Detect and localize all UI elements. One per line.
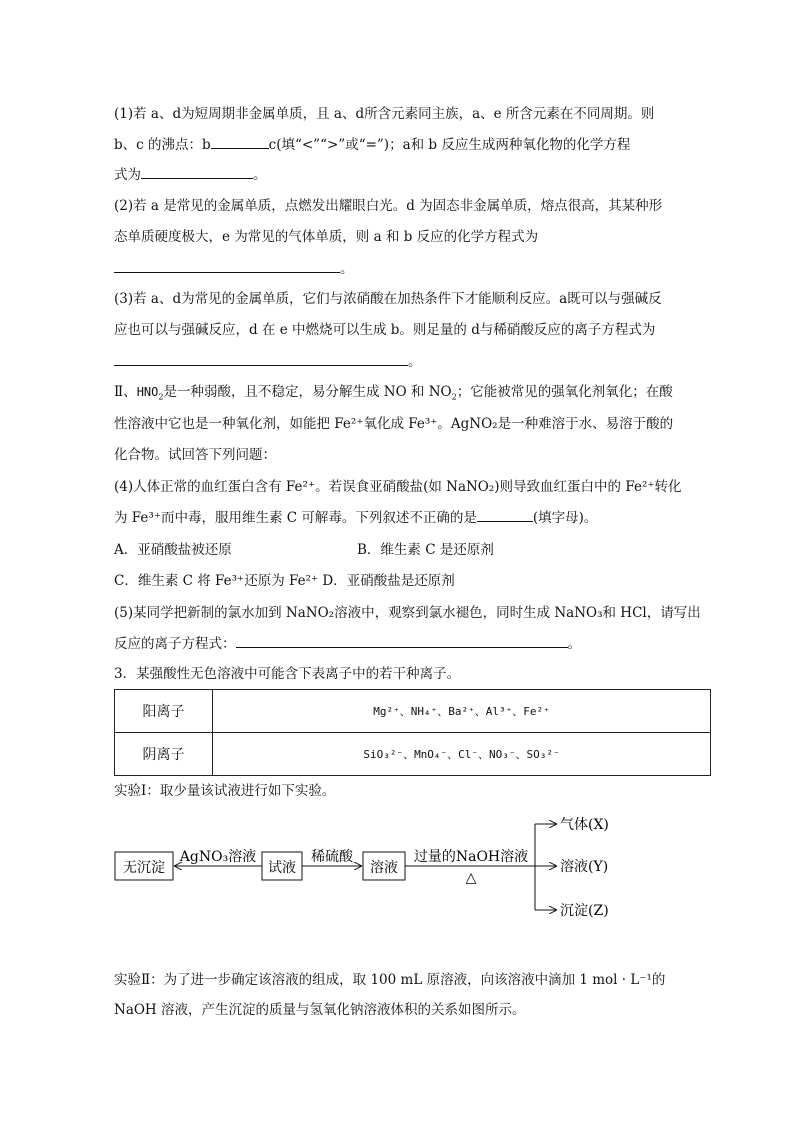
s2-text2: ；它能被常见的强氧化剂氧化；在酸	[456, 384, 673, 400]
q2-line2: 态单质硬度极大，e 为常见的气体单质，则 a 和 b 反应的化学方程式为	[114, 229, 539, 245]
s2-prefix: Ⅱ、	[114, 384, 137, 400]
q3p-end: 。	[408, 354, 422, 370]
cation-header: 阳离子	[115, 690, 213, 733]
q1-line1: (1)若 a、d为短周期非金属单质，且 a、d所含元素同主族，a、e 所含元素在不同周期。则	[114, 106, 655, 122]
option-b[interactable]: B．维生素 C 是还原剂	[357, 542, 494, 558]
answer-blank-equation-1[interactable]	[141, 165, 253, 179]
table-row	[115, 690, 711, 733]
option-c-d[interactable]: C．维生素 C 将 Fe³⁺还原为 Fe²⁺ D．亚硝酸盐是还原剂	[114, 573, 455, 589]
heat-symbol: △	[465, 870, 477, 886]
q5-line2-start: 反应的离子方程式：	[114, 636, 236, 652]
answer-blank-ionic-equation-3[interactable]	[114, 352, 408, 366]
q2-line3	[114, 259, 354, 279]
q1-line2	[114, 135, 630, 155]
q5-line2	[114, 634, 581, 654]
q2-line1: (2)若 a 是常见的金属单质，点燃发出耀眼白光。d 为固态非金属单质，熔点很高，其某种形	[114, 198, 663, 214]
q5-end: 。	[567, 636, 581, 652]
q4-line1: (4)人体正常的血红蛋白含有 Fe²⁺。若误食亚硝酸盐(如 NaNO₂)则导致血红蛋白中的 Fe²⁺转化	[114, 479, 682, 495]
q2-end: 。	[340, 261, 354, 277]
q3p-line2: 应也可以与强碱反应，d 在 e 中燃烧可以生成 b。则足量的 d与稀硝酸反应的离子方程式为	[114, 322, 656, 338]
output-gas-x: 气体(X)	[560, 817, 609, 833]
q5-line1: (5)某同学把新制的氯水加到 NaNO₂溶液中，观察到氯水褪色，同时生成 NaNO₃和 HCl，请写出	[114, 605, 701, 621]
output-solution-y: 溶液(Y)	[560, 859, 609, 875]
anion-header: 阴离子	[115, 733, 213, 776]
experiment-1-label: 实验Ⅰ：取少量该试液进行如下实验。	[114, 783, 336, 799]
arrow-dilute-h2so4-label: 稀硫酸	[311, 849, 353, 865]
output-precipitate-z: 沉淀(Z)	[560, 903, 609, 919]
experiment-2-line1: 实验Ⅱ：为了进一步确定该溶液的组成，取 100 mL 原溶液，向该溶液中滴加 1 mol · L⁻¹的	[114, 972, 666, 988]
q3p-line1: (3)若 a、d为常见的金属单质，它们与浓硝酸在加热条件下才能顺利反应。a既可以与强碱反	[114, 291, 662, 307]
s2-line2: 性溶液中它也是一种氧化剂，如能把 Fe²⁺氧化成 Fe³⁺。AgNO₂是一种难溶于水、易溶于酸的	[114, 416, 674, 432]
q4-line2	[114, 508, 597, 528]
cation-list: Mg²⁺、NH₄⁺、Ba²⁺、Al³⁺、Fe²⁺	[213, 690, 711, 733]
s2-text1: 是一种弱酸，且不稳定，易分解生成 NO 和 NO	[163, 384, 452, 400]
experiment-flow-diagram	[0, 810, 794, 930]
s2-formula: HNO	[136, 385, 159, 399]
table-row	[115, 733, 711, 776]
ion-table	[114, 689, 711, 776]
anion-list: SiO₃²⁻、MnO₄⁻、Cl⁻、NO₃⁻、SO₃²⁻	[213, 733, 711, 776]
box-test-solution-label: 试液	[268, 860, 296, 876]
q1-line3	[114, 165, 267, 185]
q1-line2-start: b、c 的沸点：b	[114, 137, 211, 153]
answer-blank-equation-2[interactable]	[114, 259, 340, 273]
q3p-line3	[114, 352, 422, 372]
answer-blank-ionic-equation-5[interactable]	[236, 634, 568, 648]
answer-blank-choice-4[interactable]	[477, 508, 533, 522]
s2-line3: 化合物。试回答下列问题：	[114, 447, 276, 463]
q1-line2-end: c(填“<”“>”或“=”)；a和 b 反应生成两种氧化物的化学方程	[268, 137, 631, 153]
q1-line3-start: 式为	[114, 167, 141, 183]
arrow-naoh-label: 过量的NaOH溶液	[413, 849, 529, 865]
experiment-2-line2: NaOH 溶液，产生沉淀的质量与氢氧化钠溶液体积的关系如图所示。	[114, 1002, 526, 1018]
q4-line2-start: 为 Fe³⁺而中毒，服用维生素 C 可解毒。下列叙述不正确的是	[114, 510, 477, 526]
s2-line1: Ⅱ、$HNO_2$是一种弱酸，且不稳定，易分解生成 NO 和 $NO_2$；它能被常见的强氧化剂氧化；在酸	[114, 384, 673, 402]
option-a[interactable]: A．亚硝酸盐被还原	[114, 542, 232, 558]
box-no-precipitate-label: 无沉淀	[123, 860, 165, 876]
question-3-title: 3．某强酸性无色溶液中可能含下表离子中的若干种离子。	[114, 666, 461, 682]
q1-line3-end: 。	[253, 167, 267, 183]
box-solution-label: 溶液	[370, 860, 398, 876]
answer-blank-bc-compare[interactable]	[211, 135, 269, 149]
q4-line2-end: (填字母)。	[532, 510, 598, 526]
arrow-agno3-label: AgNO₃溶液	[179, 849, 257, 865]
